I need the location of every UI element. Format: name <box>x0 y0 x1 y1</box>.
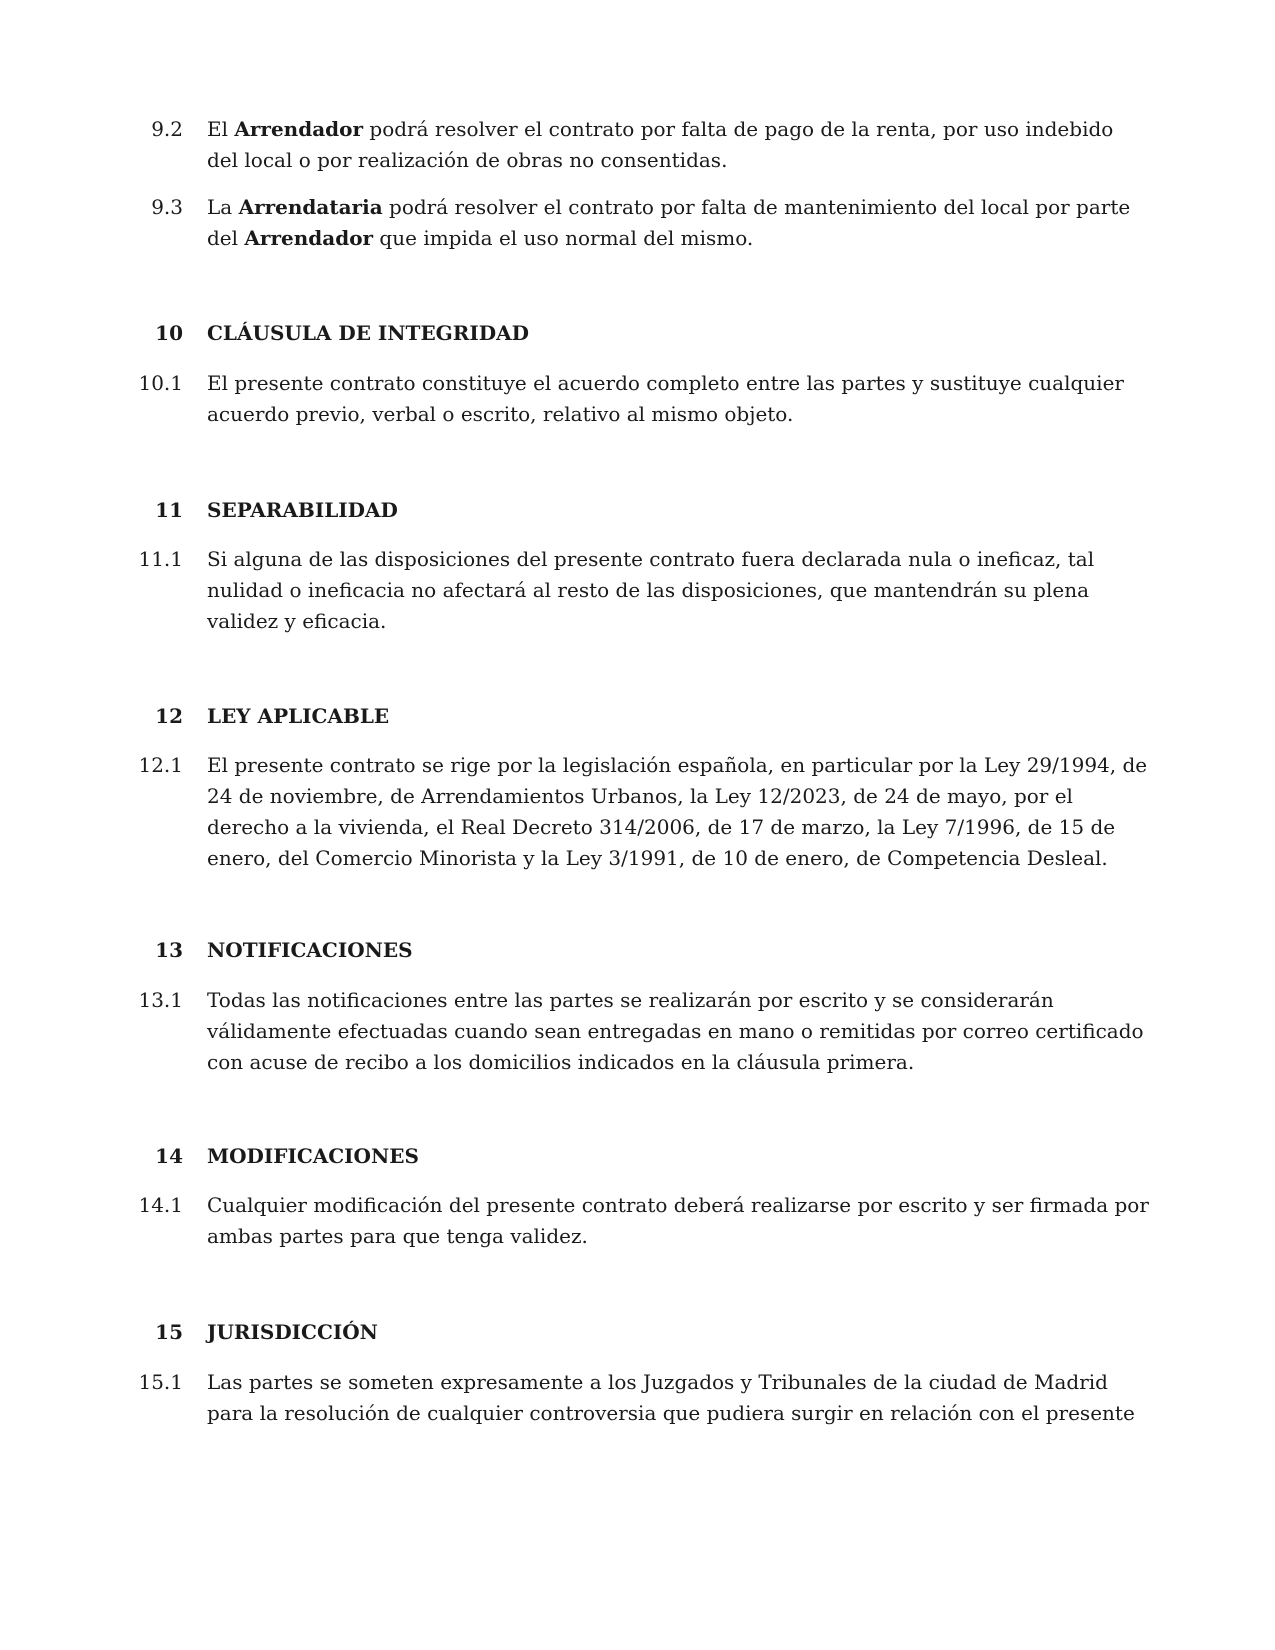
clause-number: 14.1 <box>138 1193 183 1217</box>
clause-15-1 <box>130 1367 1150 1429</box>
section-title: SEPARABILIDAD <box>207 498 398 522</box>
section-title: JURISDICCIÓN <box>207 1320 378 1344</box>
clause-text: Las partes se someten expresamente a los Juzgados y Tribunales de la ciudad de Madrid para la resolución de cualquier controversia que pudiera surgir en relación con el presente <box>207 1370 1135 1425</box>
party-name: Arrendataria <box>238 195 383 219</box>
clause-number: 12.1 <box>138 753 183 777</box>
section-heading-12 <box>130 701 1150 732</box>
party-name: Arrendador <box>244 226 374 250</box>
section-title: LEY APLICABLE <box>207 704 390 728</box>
clause-12-1 <box>130 750 1150 874</box>
clause-text: La Arrendataria podrá resolver el contrato por falta de mantenimiento del local por parte del Arrendador que impida el uso normal del mismo. <box>207 195 1131 250</box>
clause-text: El presente contrato constituye el acuerdo completo entre las partes y sustituye cualquier acuerdo previo, verbal o escrito, relativo al mismo objeto. <box>207 371 1124 426</box>
clause-text: Todas las notificaciones entre las partes se realizarán por escrito y se considerarán válidamente efectuadas cuando sean entregadas en mano o remitidas por correo certificado con acuse de recibo a los domicilios indicados en la cláusula primera. <box>207 988 1144 1074</box>
clause-number: 10.1 <box>138 371 183 395</box>
section-number: 14 <box>155 1144 183 1168</box>
section-heading-11 <box>130 495 1150 526</box>
clause-13-1 <box>130 985 1150 1078</box>
section-number: 15 <box>155 1320 183 1344</box>
section-number: 12 <box>155 704 183 728</box>
clause-text: Si alguna de las disposiciones del presente contrato fuera declarada nula o ineficaz, tal nulidad o ineficacia no afectará al resto de las disposiciones, que mantendrán su plena validez y eficacia. <box>207 547 1095 633</box>
section-number: 10 <box>155 321 183 345</box>
clause-number: 11.1 <box>138 547 183 571</box>
clause-text: El Arrendador podrá resolver el contrato por falta de pago de la renta, por uso indebido del local o por realización de obras no consentidas. <box>207 117 1114 172</box>
section-number: 13 <box>155 938 183 962</box>
clause-10-1 <box>130 368 1150 430</box>
clause-number: 9.2 <box>151 117 183 141</box>
party-name: Arrendador <box>234 117 364 141</box>
section-title: CLÁUSULA DE INTEGRIDAD <box>207 321 529 345</box>
clause-text: El presente contrato se rige por la legislación española, en particular por la Ley 29/1994, de 24 de noviembre, de Arrendamientos Urbanos, la Ley 12/2023, de 24 de mayo, por el derecho a la vivienda, el Real Decreto 314/2006, de 17 de marzo, la Ley 7/1996, de 15 de enero, del Comercio Minorista y la Ley 3/1991, de 10 de enero, de Competencia Desleal. <box>207 753 1148 870</box>
section-heading-14 <box>130 1141 1150 1172</box>
clause-9-2 <box>130 114 1150 176</box>
clause-9-3 <box>130 192 1150 254</box>
section-heading-15 <box>130 1317 1150 1348</box>
clause-text: Cualquier modificación del presente contrato deberá realizarse por escrito y ser firmada por ambas partes para que tenga validez. <box>207 1193 1149 1248</box>
section-title: NOTIFICACIONES <box>207 938 413 962</box>
clause-14-1 <box>130 1190 1150 1252</box>
clause-number: 9.3 <box>151 195 183 219</box>
section-heading-13 <box>130 935 1150 966</box>
section-number: 11 <box>155 498 183 522</box>
clause-number: 15.1 <box>138 1370 183 1394</box>
clause-number: 13.1 <box>138 988 183 1012</box>
section-title: MODIFICACIONES <box>207 1144 419 1168</box>
clause-11-1 <box>130 544 1150 637</box>
section-heading-10 <box>130 318 1150 349</box>
